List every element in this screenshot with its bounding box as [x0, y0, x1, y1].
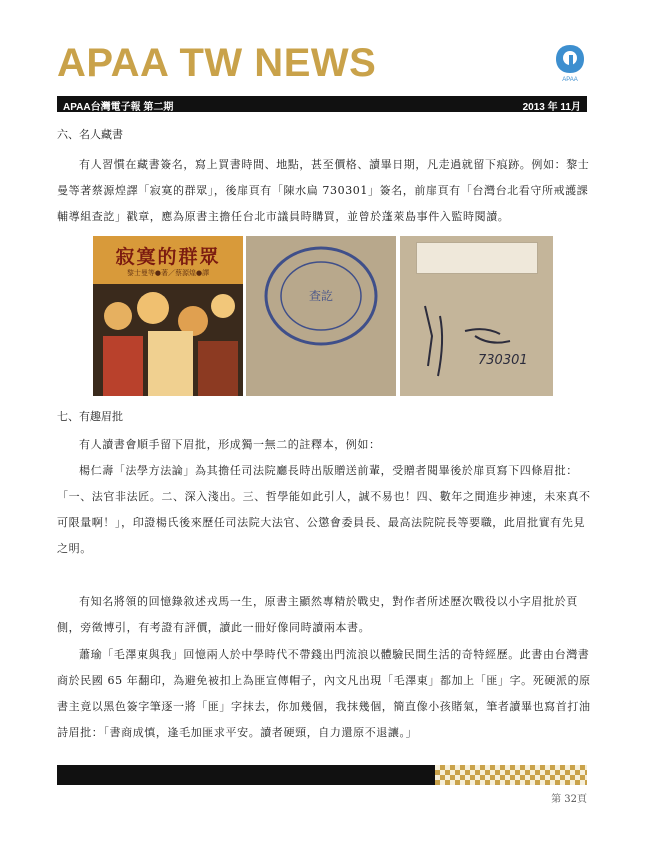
- footer-checker-pattern: [435, 765, 587, 785]
- apaa-logo-icon: [553, 43, 587, 83]
- logo-text: APAA: [562, 77, 578, 83]
- section7-paragraph-2: 楊仁壽「法學方法論」為其擔任司法院廳長時出版贈送前輩，受贈者閱畢後於扉頁寫下四條眉批：「一、法官非法匠。二、深入淺出。三、哲學能如此引人，誠不易也！四、數年之間進步神速，未來真不可限量啊！」，印證楊氏後來歷任司法院大法官、公懲會委員長、最高法院院長等要職，此眉批實有先見之明。: [57, 464, 591, 555]
- cover-subtitle: 黎士曼等●著／蔡源煌●譯: [126, 269, 210, 277]
- stamp-icon: [246, 236, 396, 396]
- section7-paragraph-3: 有知名將領的回憶錄敘述戎馬一生，原書主顯然專精於戰史，對作者所述歷次戰役以小字眉批於頁側，旁徵博引，有考證有評價，讀此一冊好像同時讀兩本書。: [57, 595, 578, 634]
- book-cover-image: [93, 236, 243, 396]
- svg-text:730301: 730301: [478, 353, 528, 368]
- stamp-page-image: [246, 236, 396, 396]
- issue-bar: [57, 96, 587, 112]
- issue-title: APAA台灣電子報 第二期: [63, 102, 174, 113]
- cover-illustration: [93, 236, 243, 396]
- section7-paragraph-1: 有人讀書會順手留下眉批，形成獨一無二的註釋本，例如：: [79, 438, 381, 451]
- svg-text:查訖: 查訖: [308, 289, 334, 303]
- signature-icon: [400, 236, 553, 396]
- section7-heading: 七、有趣眉批: [57, 410, 123, 423]
- footer-bar: [57, 765, 435, 785]
- signature-page-image: [400, 236, 553, 396]
- section6-heading: 六、名人藏書: [57, 128, 123, 141]
- figure-strip: [93, 236, 553, 396]
- page-number: 第 32頁: [551, 794, 587, 805]
- masthead-title: APAA TW NEWS: [57, 41, 377, 85]
- cover-title: 寂寞的群眾: [115, 246, 221, 268]
- issue-date: 2013 年 11月: [522, 102, 581, 113]
- section7-paragraph-4: 蕭瑜「毛澤東與我」回憶兩人於中學時代不帶錢出門流浪以體驗民間生活的奇特經歷。此書由台灣書商於民國 65 年翻印，為避免被扣上為匪宣傳帽子，內文凡出現「毛澤東」都加上「匪」字。死硬派的原書主竟以黑色簽字筆逐一將「匪」字抹去，你加幾個，我抹幾個，簡直像小孩賭氣，筆者讀畢也寫首打油詩眉批：「書商成慎，逢毛加匪求平安。讀者硬頸，自力還原不退讓。」: [57, 648, 591, 739]
- section6-paragraph: 有人習慣在藏書簽名，寫上買書時間、地點，甚至價格、讀畢日期，凡走過就留下痕跡。例如：黎士曼等著蔡源煌譯「寂寞的群眾」，後扉頁有「陳水扁 730301」簽名，前扉頁有「台灣台北看守所戒護課輔導組查訖」戳章，應為原書主擔任台北市議員時購買，並曾於蓬萊島事件入監時閱讀。: [57, 158, 590, 223]
